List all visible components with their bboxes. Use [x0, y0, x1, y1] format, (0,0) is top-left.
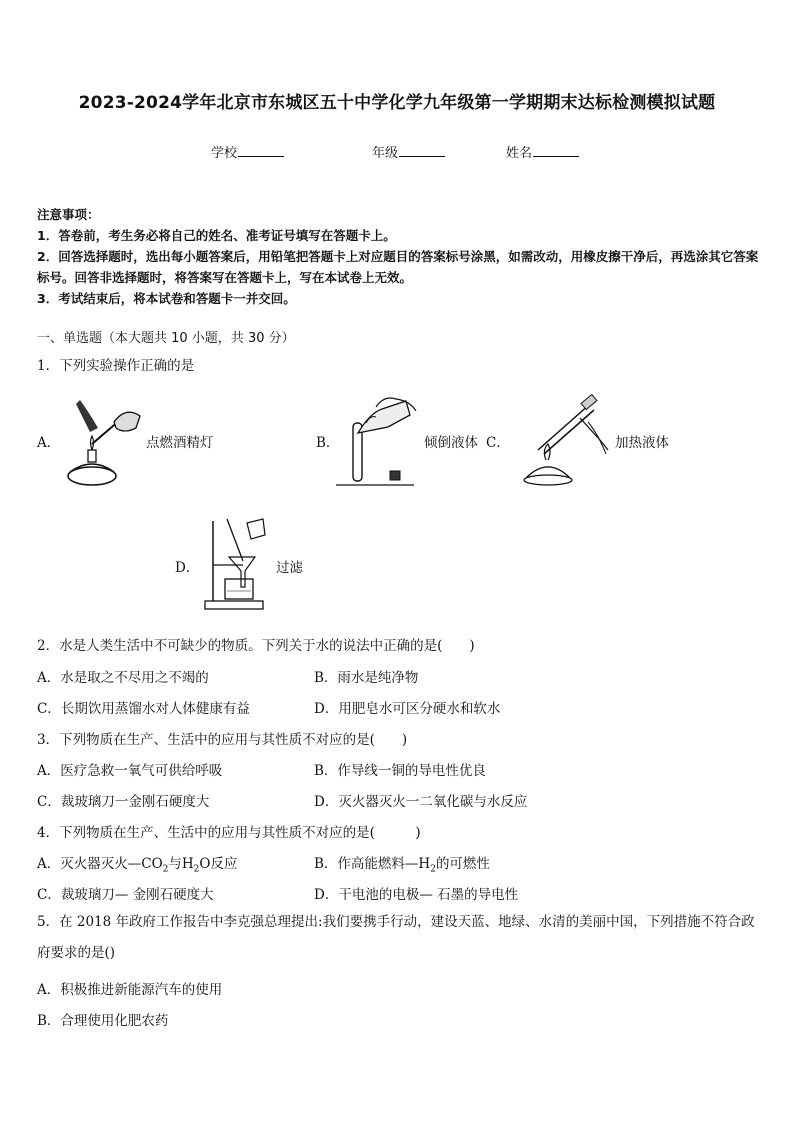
notes-block — [37, 204, 761, 309]
q4-a-sub-1: 2 — [162, 864, 169, 875]
q4-option-c[interactable]: C．裁玻璃刀— 金刚石硬度大 — [37, 887, 214, 903]
name-label: 姓名 — [506, 146, 533, 161]
q3-option-d[interactable]: D．灭火器灭火一二氧化碳与水反应 — [314, 794, 528, 810]
q2-option-a[interactable]: A．水是取之不尽用之不竭的 — [37, 670, 209, 686]
filtration-figure — [203, 513, 271, 611]
q2-option-d[interactable]: D．用肥皂水可区分硬水和软水 — [314, 701, 501, 717]
school-label: 学校 — [211, 146, 238, 161]
q4-stem: 4．下列物质在生产、生活中的应用与其性质不对应的是( ) — [37, 825, 421, 841]
note-item-3: 3．考试结束后，将本试卷和答题卡一并交回。 — [37, 291, 296, 306]
q1-option-c-caption: 加热液体 — [615, 435, 669, 451]
q5-option-b[interactable]: B．合理使用化肥农药 — [37, 1013, 169, 1029]
q2-option-c[interactable]: C．长期饮用蒸馏水对人体健康有益 — [37, 701, 250, 717]
grade-label: 年级 — [372, 146, 399, 161]
q5-option-a[interactable]: A．积极推进新能源汽车的使用 — [37, 982, 223, 998]
name-field — [506, 142, 579, 161]
q4-a-text-3: O反应 — [199, 856, 238, 872]
q2-stem: 2．水是人类生活中不可缺少的物质。下列关于水的说法中正确的是( ) — [37, 638, 475, 654]
q1-option-a-letter[interactable]: A． — [37, 435, 61, 451]
note-item-1: 1．答卷前，考生务必将自己的姓名、准考证号填写在答题卡上。 — [37, 228, 396, 243]
grade-field — [372, 142, 445, 161]
q1-option-b-caption: 倾倒液体 — [424, 435, 478, 451]
q4-a-text-2: 与H — [168, 856, 194, 872]
q4-option-b[interactable] — [314, 852, 490, 875]
q1-stem: 1．下列实验操作正确的是 — [37, 358, 195, 374]
q4-a-text-1: A．灭火器灭火—CO — [37, 856, 163, 872]
q5-stem: 5．在 2018 年政府工作报告中李克强总理提出:我们要携手行动，建设天蓝、地绿、水清的美丽中国，下列措施不符合政府要求的是() — [37, 914, 755, 961]
alcohol-lamp-lighting-figure — [62, 398, 142, 490]
section-heading: 一、单选题（本大题共 10 小题，共 30 分） — [37, 331, 295, 346]
q2-option-b[interactable]: B．雨水是纯净物 — [314, 670, 419, 686]
name-blank[interactable] — [533, 144, 579, 157]
q3-option-a[interactable]: A．医疗急救一氧气可供给呼吸 — [37, 763, 223, 779]
q4-a-sub-2: 2 — [193, 864, 200, 875]
q4-b-sub: 2 — [430, 864, 436, 875]
q4-b-text-1: B．作高能燃料—H — [314, 856, 431, 872]
q4-option-d[interactable]: D．干电池的电极— 石墨的导电性 — [314, 887, 519, 903]
exam-title: 2023-2024学年北京市东城区五十中学化学九年级第一学期期末达标检测模拟试题 — [78, 93, 716, 113]
note-item-2: 2．回答选择题时，选出每小题答案后，用铅笔把答题卡上对应题目的答案标号涂黑，如需改动，用橡皮擦干净后，再选涂其它答案标号。回答非选择题时，将答案写在答题卡上，写在本试卷上无效。 — [37, 249, 759, 285]
q3-option-b[interactable]: B．作导线一铜的导电性优良 — [314, 763, 486, 779]
q1-option-d-caption: 过滤 — [276, 560, 303, 576]
q1-option-a-caption: 点燃酒精灯 — [146, 435, 214, 451]
school-blank[interactable] — [238, 144, 284, 157]
q4-b-text-2: 的可燃性 — [435, 856, 490, 872]
q1-option-b-letter[interactable]: B． — [316, 435, 340, 451]
heating-liquid-figure — [518, 394, 610, 488]
q1-option-d-letter[interactable]: D． — [175, 560, 200, 576]
school-field — [211, 142, 284, 161]
grade-blank[interactable] — [399, 144, 445, 157]
pour-liquid-figure — [336, 393, 420, 489]
notes-heading: 注意事项： — [37, 207, 100, 222]
q3-option-c[interactable]: C．裁玻璃刀一金刚石硬度大 — [37, 794, 210, 810]
q3-stem: 3．下列物质在生产、生活中的应用与其性质不对应的是( ) — [37, 732, 408, 748]
q1-option-c-letter[interactable]: C． — [486, 435, 510, 451]
q4-option-a[interactable] — [37, 852, 237, 875]
